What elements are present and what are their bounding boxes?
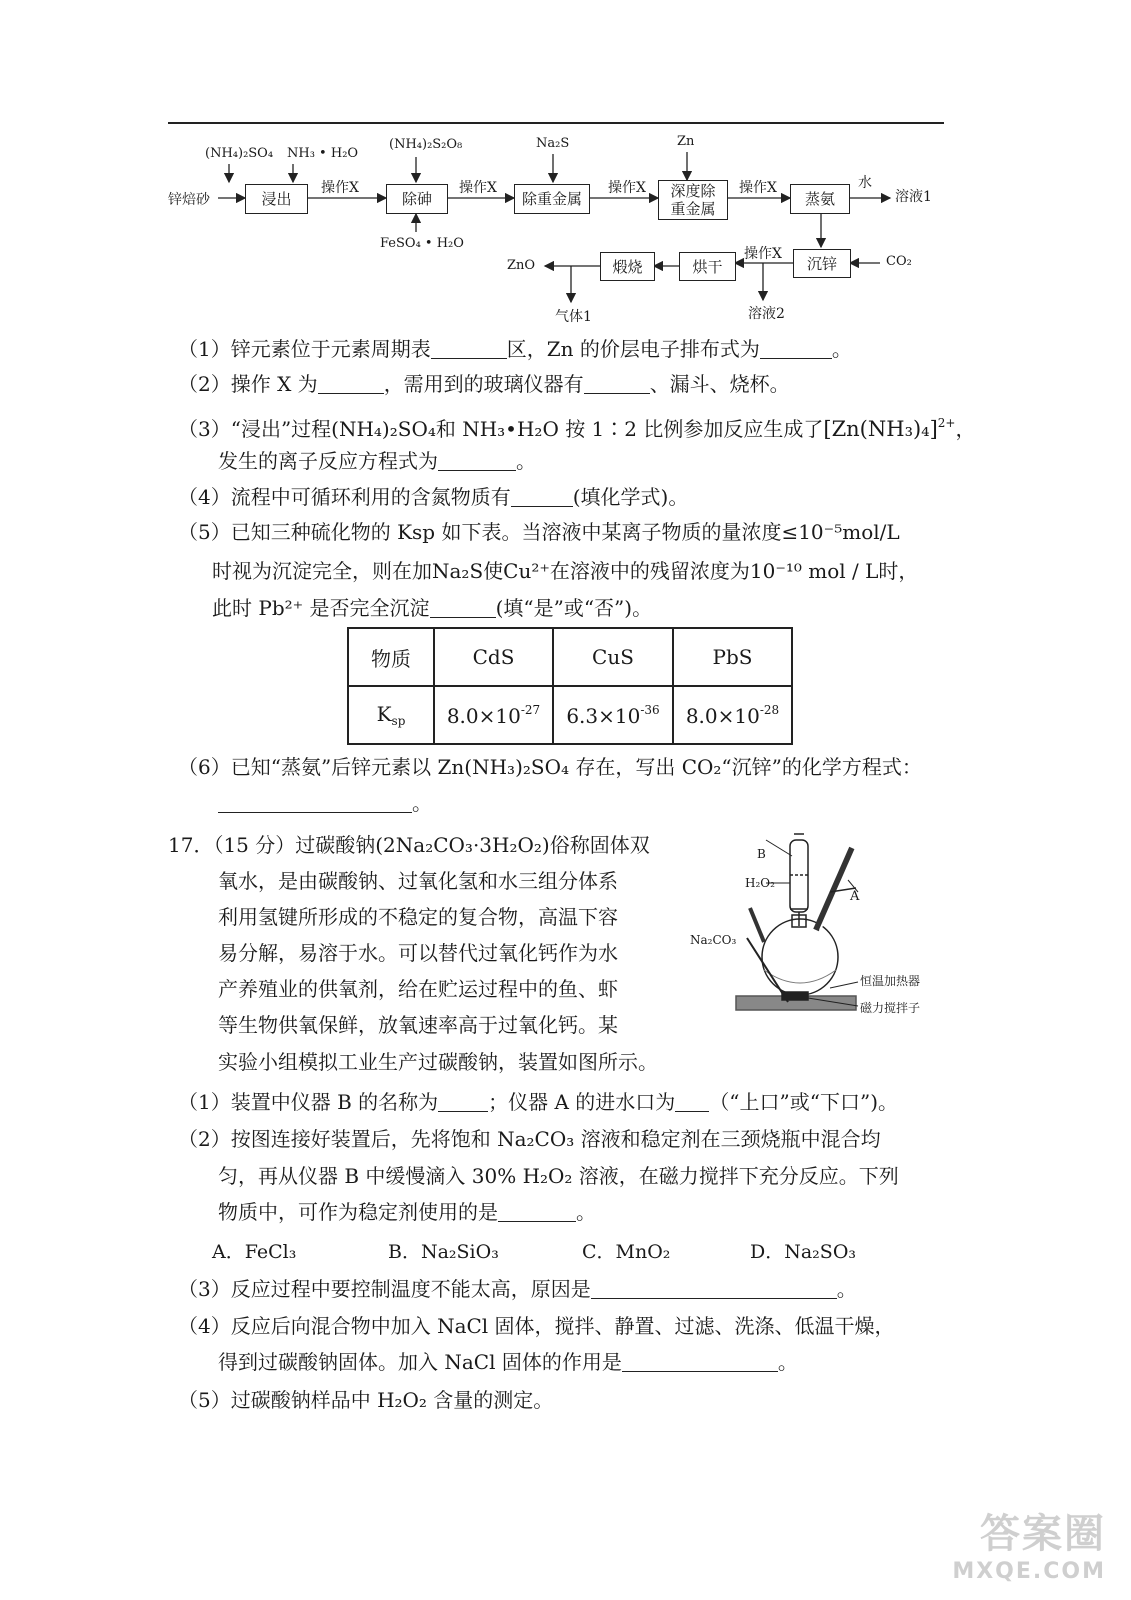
q17-part-4-line-2 [218,1349,798,1375]
fig-label-h2o2: H₂O₂ [745,876,775,890]
ksp-value-pbs [673,686,792,744]
ksp-header-cds: CdS [434,628,553,686]
q17-intro-line-6: 等生物供氧保鲜，放氧速率高于过氧化钙。某 [218,1013,618,1037]
ksp-value-cus [553,686,673,744]
ksp-label-sub: sp [391,714,406,728]
q17-part-2-line-3 [218,1199,596,1225]
ksp-pbs-exponent: -28 [759,702,780,717]
answer-blank-q5-pb[interactable] [430,597,496,618]
ksp-label-k: K [376,702,392,726]
answer-blank-q1-block[interactable] [431,338,507,359]
label-operation-x-4: 操作X [739,180,777,196]
q3-complex-charge: 2+ [937,416,956,430]
node-arsenic-removal: 除砷 [386,184,448,214]
label-reagent-ferrous-sulfate: FeSO₄ • H₂O [380,236,464,251]
q5-text-c: 此时 Pb²⁺ 是否完全沉淀 [212,596,430,620]
q17-part-3 [178,1276,857,1302]
q3-complex-ion: [Zn(NH₃)₄] [823,417,938,441]
ksp-cds-exponent: -27 [520,702,541,717]
label-operation-x-1: 操作X [321,180,359,196]
question-5-line-2: 时视为沉淀完全，则在加Na₂S使Cu²⁺在溶液中的残留浓度为10⁻¹⁰ mol / L时， [212,559,919,583]
ksp-table-value-row [348,686,792,744]
q17-part-1 [178,1089,898,1115]
q17-p1-text-b: ；仪器 A 的进水口为 [488,1090,676,1114]
node-deep-removal [658,180,728,220]
apparatus-drawing [680,820,940,1020]
answer-blank-q17-2-stabilizer[interactable] [498,1201,576,1222]
answer-blank-q1-config[interactable] [760,338,832,359]
ksp-value-cds [434,686,553,744]
q17-p2-text-c: 物质中，可作为稳定剂使用的是 [218,1200,498,1224]
q6-text-b: 。 [412,791,432,815]
label-solution-1: 溶液1 [895,189,932,205]
q1-text-b: 区，Zn 的价层电子排布式为 [506,337,760,361]
q17-part-2-line-2: 匀，再从仪器 B 中缓慢滴入 30% H₂O₂ 溶液，在磁力搅拌下充分反应。下列 [218,1164,899,1188]
answer-blank-q17-1-inlet[interactable] [675,1091,709,1112]
label-reagent-sodium-sulfide: Na₂S [536,136,570,151]
answer-blank-q2-glassware[interactable] [584,373,650,394]
label-zno: ZnO [507,258,536,273]
option-a[interactable]: A．FeCl₃ [212,1241,297,1263]
q17-intro-line-2: 氧水，是由碳酸钠、过氧化氢和水三组分体系 [218,869,618,893]
node-ammonia-evaporation: 蒸氨 [790,184,850,214]
q5-text-d: (填“是”或“否”)。 [495,596,653,620]
ksp-table-header-row [348,628,792,686]
answer-blank-q3-equation[interactable] [438,450,516,471]
ksp-row-label [348,686,434,744]
label-solution-2: 溶液2 [748,306,785,322]
q4-text-b: (填化学式)。 [572,485,689,509]
question-5: （5）已知三种硫化物的 Ksp 如下表。当溶液中某离子物质的量浓度≤10⁻⁵mol/L [178,520,900,544]
label-reagent-ammonium-sulfate: (NH₄)₂SO₄ [205,146,274,161]
q1-text-c: 。 [831,337,852,361]
q3-text-c: 。 [516,449,536,473]
flow-arrows [0,0,1131,330]
label-co2: CO₂ [886,254,912,269]
node-leach: 浸出 [245,184,308,214]
q17-p3-text-a: （3）反应过程中要控制温度不能太高，原因是 [178,1277,591,1301]
ksp-pbs-mantissa: 8.0×10 [685,703,760,728]
node-deep-line1: 深度除 [670,182,716,200]
ksp-table [347,627,793,745]
q17-p4-text-b: 得到过碳酸钠固体。加入 NaCl 固体的作用是 [218,1350,622,1374]
ksp-cds-mantissa: 8.0×10 [446,703,521,728]
question-3 [178,410,976,442]
question-6: （6）已知“蒸氨”后锌元素以 Zn(NH₃)₂SO₄ 存在，写出 CO₂“沉锌”的化学方程式： [178,755,922,779]
node-zinc-precipitation: 沉锌 [793,249,851,278]
ksp-header-cus: CuS [553,628,673,686]
fig-label-na2co3: Na₂CO₃ [690,933,737,947]
question-6-line-2 [218,790,432,816]
answer-blank-q6-equation[interactable] [218,792,412,813]
label-reagent-persulfate: (NH₄)₂S₂O₈ [389,137,463,152]
q2-text-a: （2）操作 X 为 [178,372,318,396]
q2-text-c: 、漏斗、烧杯。 [649,372,790,396]
q17-p1-text-a: （1）装置中仪器 B 的名称为 [178,1090,439,1114]
q1-text-a: （1）锌元素位于元素周期表 [178,337,431,361]
label-feed: 锌焙砂 [168,192,210,208]
q17-part-4: （4）反应后向混合物中加入 NaCl 固体，搅拌、静置、过滤、洗涤、低温干燥， [178,1314,895,1338]
label-reagent-ammonia-water: NH₃ • H₂O [287,146,359,161]
q17-p1-text-c: （“上口”或“下口”)。 [709,1090,899,1114]
fig-label-a: A [850,889,860,904]
answer-blank-q2-operation[interactable] [318,373,384,394]
q17-intro-line-3: 利用氢键所形成的不稳定的复合物，高温下容 [218,905,618,929]
answer-blank-q4-nitrogen[interactable] [511,486,573,507]
node-deep-line2: 重金属 [670,200,716,218]
question-4 [178,484,688,510]
fig-label-b: B [757,847,766,861]
question-3-line-2 [218,448,536,474]
watermark-logo [916,1502,1106,1582]
option-d[interactable]: D．Na₂SO₃ [750,1241,857,1263]
fig-label-stirrer: 磁力搅拌子 [860,1001,921,1015]
option-c[interactable]: C．MnO₂ [582,1241,671,1263]
answer-blank-q17-1-instrument[interactable] [438,1091,488,1112]
answer-blank-q17-4-nacl[interactable] [622,1351,778,1372]
question-5-line-3 [212,595,652,621]
q17-p2-text-d: 。 [576,1200,596,1224]
option-b[interactable]: B．Na₂SiO₃ [388,1241,499,1263]
node-drying: 烘干 [679,252,736,281]
fig-label-heater: 恒温加热器 [860,974,921,988]
q3-punct: ， [955,417,976,441]
q17-p4-text-c: 。 [777,1350,798,1374]
ksp-cus-exponent: -36 [640,702,660,717]
label-reagent-zinc: Zn [677,134,695,149]
label-operation-x-2: 操作X [459,180,497,196]
q2-text-b: ，需用到的玻璃仪器有 [383,372,584,396]
watermark-bottom-text: MXQE.COM [952,1559,1106,1584]
ksp-header-pbs: PbS [673,628,792,686]
answer-blank-q17-3-reason[interactable] [591,1278,837,1299]
q17-intro-line-4: 易分解，易溶于水。可以替代过氧化钙作为水 [218,941,618,965]
node-heavy-metal-removal: 除重金属 [514,184,590,214]
q17-intro-line-5: 产养殖业的供氧剂，给在贮运过程中的鱼、虾 [218,977,618,1001]
q3-text-b: 发生的离子反应方程式为 [218,449,438,473]
q17-p3-text-b: 。 [836,1277,857,1301]
q3-text-a: （3）“浸出”过程(NH₄)₂SO₄和 NH₃•H₂O 按 1∶2 比例参加反应生成了 [178,417,824,441]
label-operation-x-5: 操作X [744,246,782,262]
q4-text-a: （4）流程中可循环利用的含氮物质有 [178,485,511,509]
q17-intro-line-7: 实验小组模拟工业生产过碳酸钠，装置如图所示。 [218,1050,658,1074]
ksp-cus-mantissa: 6.3×10 [566,703,641,728]
watermark-top-text: 答案圈 [980,1511,1106,1557]
node-calcination: 煅烧 [600,252,655,281]
q17-part-5: （5）过碳酸钠样品中 H₂O₂ 含量的测定。 [178,1388,554,1412]
question-2 [178,371,790,397]
question-1 [178,336,852,362]
q17-part-2: （2）按图连接好装置后，先将饱和 Na₂CO₃ 溶液和稳定剂在三颈烧瓶中混合均 [178,1127,881,1151]
label-operation-x-3: 操作X [608,180,646,196]
q17-intro-line-1: 17．（15 分）过碳酸钠(2Na₂CO₃·3H₂O₂)俗称固体双 [168,833,650,857]
label-water: 水 [858,175,872,191]
label-gas-1: 气体1 [555,309,592,325]
ksp-header-substance: 物质 [348,628,434,686]
